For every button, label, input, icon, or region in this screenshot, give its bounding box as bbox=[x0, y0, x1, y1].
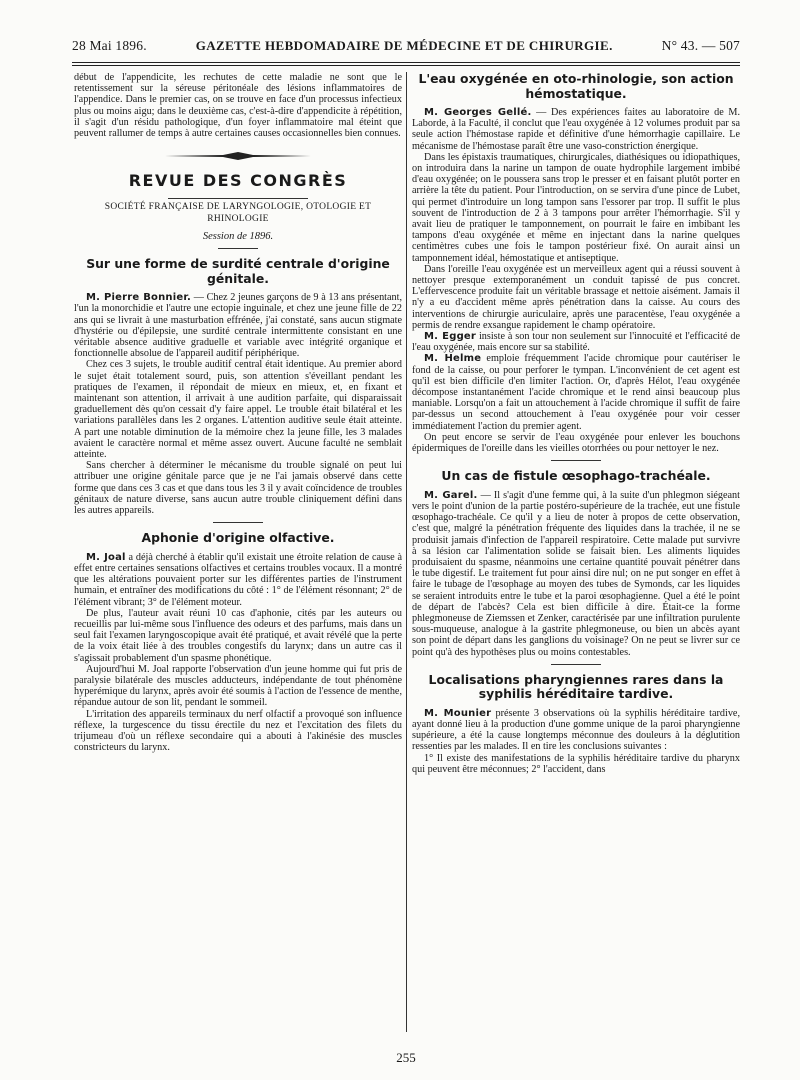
article-rule bbox=[551, 460, 601, 461]
paragraph: On peut encore se servir de l'eau oxygénée pour enlever les bouchons épidermiques de l'oreille dans les vieilles otorrhées ou pour nettoyer le nez. bbox=[412, 431, 740, 455]
paragraph: Dans les épistaxis traumatiques, chirurgicales, diathésiques ou idiopathiques, on introduira dans la narine un tampon de ouate hydrophile largement imbibé d'eau oxygénée; on le poussera sans trop le presser et en faisant plutôt porter en arrière la tête du patient. Pour l'introduction, on se servira d'une pince de Lubet, qui permet d'introduire un long tampon sans l'essorer par trop. Il suffit le plus souvent de l'introduction de 2 à 3 tampons pour arrêter l'hémorrhagie. S'il y avait lieu de pratiquer le tamponnement, on pourrait le faire en imbibant les tampons d'eau oxygénée et même en injectant dans la narine quelques centimètres cubes une fois le tampon postérieur fixé. On aurait ainsi un tamponnement idéal, hémostatique et antiseptique. bbox=[412, 151, 740, 264]
author-name: M. Joal bbox=[86, 551, 126, 563]
paragraph bbox=[412, 490, 740, 658]
paragraph bbox=[412, 353, 740, 431]
paragraph-text: — Des expériences faites au laboratoire de M. Laborde, à la Faculté, il conclut que l'eau oxygénée à 12 volumes produit par sa seule action l'hémostase rapide et définitive d'une hémorrhagie capillaire. Le mécanisme de l'hémostase paraît être une vaso-constriction énergique. bbox=[412, 107, 740, 152]
issue-number: N° 43. — 507 bbox=[661, 38, 740, 53]
paragraph-text: emploie fréquemment l'acide chromique pour cautériser le fond de la caisse, ou pour perforer le tympan. L'inconvénient de cet agent est qu'il est bien difficile d'en limiter l'action. Or, d'après Hélot, l'eau oxygénée décompose instantanément l'acide chromique et le rend ainsi beaucoup plus maniable. Lorsqu'on a fait un attouchement à l'acide chromique il suffit de faire par-dessus un second attouchement à l'eau oxygénée pour voir cesser immédiatement l'action du premier agent. bbox=[412, 353, 740, 432]
author-name: M. Mounier bbox=[424, 707, 492, 719]
article-rule bbox=[213, 522, 263, 523]
header-rule-thin bbox=[72, 65, 740, 66]
paragraph-text: a déjà cherché à établir qu'il existait une étroite relation de cause à effet entre certaines sensations olfactives et certains troubles vocaux. Il a montré que les altérations pouvaient porter sur les différentes parties de l'instrument humain, et entraîner des modifications du côté : 1° de l'élément résonnant; 2° de l'élément vibrant; 3° de l'élément moteur. bbox=[74, 551, 402, 608]
paragraph bbox=[74, 292, 402, 359]
author-name: M. Garel. bbox=[424, 489, 478, 501]
column-divider bbox=[406, 72, 407, 1032]
paragraph: 1° Il existe des manifestations de la syphilis héréditaire tardive du pharynx qui peuvent être méconnues; 2° l'accident, dans bbox=[412, 752, 740, 775]
paragraph: Aujourd'hui M. Joal rapporte l'observation d'un jeune homme qui fut pris de paralysie bilatérale des muscles adducteurs, indépendante de tout phénomène hyperémique du larynx, après avoir été soumis à l'action de l'essence de menthe, répandue autour de son lit, pendant le sommeil. bbox=[74, 663, 402, 709]
article-rule bbox=[551, 664, 601, 665]
author-name: M. Egger bbox=[424, 331, 477, 343]
journal-title: GAZETTE HEBDOMADAIRE DE MÉDECINE ET DE CHIRURGIE. bbox=[195, 38, 613, 53]
section-heading: REVUE DES CONGRÈS bbox=[128, 171, 348, 191]
running-head bbox=[72, 38, 740, 56]
article-title: L'eau oxygénée en oto-rhinologie, son action hémostatique. bbox=[418, 71, 734, 101]
journal-page bbox=[72, 38, 740, 1068]
right-column bbox=[412, 72, 740, 775]
paragraph bbox=[412, 107, 740, 152]
left-column bbox=[74, 72, 402, 753]
paragraph-text: — Chez 2 jeunes garçons de 9 à 13 ans présentant, l'un la monorchidie et l'autre une ectopie inguinale, et chez une jeune fille de 22 ans qui se livrait à une masturbation effrénée, j'ai constaté, sans aucun stigmate d'hystérie ou d'épilepsie, une surdité centrale intermittente consistant en une véritable absence auditive graduelle et variable avec intégrité organique et fonctionnelle absolue de l'appareil auditif périphérique. bbox=[74, 292, 402, 360]
author-name: M. Helme bbox=[424, 353, 482, 365]
paragraph bbox=[412, 331, 740, 353]
page-number: 255 bbox=[396, 1050, 416, 1065]
society-name: SOCIÉTÉ FRANÇAISE DE LARYNGOLOGIE, OTOLOGIE ET RHINOLOGIE bbox=[104, 202, 372, 225]
article-title: Localisations pharyngiennes rares dans la syphilis héréditaire tardive. bbox=[428, 671, 724, 702]
article-title: Un cas de fistule œsophago-trachéale. bbox=[441, 468, 711, 484]
author-name: M. Georges Gellé. bbox=[424, 107, 532, 118]
header-rule bbox=[72, 62, 740, 63]
paragraph-text: présente 3 observations où la syphilis héréditaire tardive, ayant donné lieu à la production d'une gomme unique de la paroi pharyngienne supérieure, a été la cause longtemps méconnue des douleurs à la déglutition ressenties par les malades. Il en tire les conclusions suivantes : bbox=[412, 707, 740, 753]
paragraph: Dans l'oreille l'eau oxygénée est un merveilleux agent qui a réussi souvent à nettoyer presque extemporanément un conduit tapissé de pus concret. L'effervescence produite fait un véritable brassage et nettoie aisément. Jamais il n'y a eu d'accident même après pénétration dans la caisse. Au cours des interventions de chirurgie auriculaire, après une paracentèse, l'eau oxygénée a permis de rendre exsangue rapidement le champ opératoire. bbox=[412, 263, 740, 331]
paragraph bbox=[412, 708, 740, 753]
article-title: Aphonie d'origine olfactive. bbox=[141, 530, 335, 546]
paragraph bbox=[74, 552, 402, 608]
fleuron-ornament bbox=[163, 151, 313, 161]
section-rule bbox=[218, 248, 258, 249]
author-name: M. Pierre Bonnier. bbox=[86, 292, 192, 304]
paragraph-text: insiste à son tour non seulement sur l'innocuité et l'efficacité de l'eau oxygénée, mais encore sur sa stabilité. bbox=[412, 331, 740, 354]
paragraph: L'irritation des appareils terminaux du nerf olfactif a provoqué son influence réflexe, la turgescence du tissu érectile du nez et l'excitation des filets du trijumeau d'où un réflexe secondaire qui a abouti à l'akinésie des muscles constricteurs du larynx. bbox=[74, 708, 402, 754]
paragraph-text: — Il s'agit d'une femme qui, à la suite d'un phlegmon siégeant vers le point d'union de la partie postéro-supérieure de la trachée, eut une fistule œsophago-trachéale. Ce qu'il y a lieu de noter à propos de cette observation, c'est que, malgré la pénétration fréquente des liquides dans la trachée, il ne se produisit jamais d'infection de l'appareil respiratoire. Cette malade put survivre à sa lésion car l'alimentation solide se faisait bien. Les aliments liquides produisaient du spasme, néanmoins une certaine quantité pouvait pénétrer dans le tube digestif. Le traitement fut pour ainsi dire nul; on ne put songer en effet à faire le tubage de l'œsophage au moyen des tubes de Symonds, car les liquides se seraient introduits entre le tube et la paroi œsophagienne. Quel a été le point de départ de l'abcès? Cela est bien difficile à dire. Était-ce la forme phlegmoneuse de Ziemssen et Zenker, caractérisée par une infiltration purulente sous-muqueuse, analogue à la gastrite phlegmoneuse, ou bien un abcès ayant son point de départ dans les ganglions du voisinage? On ne peut se livrer sur ce point qu'à des hypothèses plus ou moins contestables. bbox=[412, 489, 740, 658]
paragraph: De plus, l'auteur avait réuni 10 cas d'aphonie, cités par les auteurs ou recueillis par lui-même sous l'influence des odeurs et des parfums, mais dans un seul fait l'examen laryngoscopique avait été pratiqué, et avait révélé que la perte de la voix était liée à des troubles congestifs du larynx; dans un autre cas il s'agissait probablement d'un spasme phonétique. bbox=[74, 607, 402, 664]
paragraph: début de l'appendicite, les rechutes de cette maladie ne sont que le retentissement sur la séreuse péritonéale des lésions inflammatoires de l'appendice. Dans le premier cas, on se trouve en face d'un processus infectieux plus ou moins aigu; dans le deuxième cas, c'est-à-dire d'appendicite à répétition, il s'agit d'un résidu pathologique, d'un foyer inflammatoire mal éteint que peuvent rallumer de temps à autre certaines causes occasionnelles bien connues. bbox=[74, 72, 402, 140]
paragraph: Sans chercher à déterminer le mécanisme du trouble signalé on peut lui attribuer une origine génitale parce que je ne l'ai jamais observé dans cette forme que dans ces 3 cas et que dans tous les 3 il y avait coïncidence de troubles génitaux de nature diverse, sans aucun autre trouble cliniquement défini dans les autres appareils. bbox=[74, 460, 402, 517]
paragraph: Chez ces 3 sujets, le trouble auditif central était identique. Au premier abord le sujet était totalement sourd, puis, son attention s'éveillant pendant les pratiques de l'examen, il répondait de mieux en mieux, et, en fixant et maintenant son attention, il arrivait à une audition parfaite, qui disparaissait graduellement dès qu'on cessait d'y faire appel. Le trouble était bilatéral et les variations parallèles dans les 2 organes. L'attention auditive seule était atteinte. A part une notable diminution de la mémoire chez la jeune fille, les 3 malades avaient le caractère normal et même assez ouvert. Aucune faculté ne semblait atteinte. bbox=[74, 359, 402, 461]
section-rule bbox=[168, 198, 308, 199]
session-label: Session de 1896. bbox=[202, 231, 274, 243]
issue-date: 28 Mai 1896. bbox=[72, 38, 147, 53]
article-title: Sur une forme de surdité centrale d'origine génitale. bbox=[86, 256, 390, 286]
